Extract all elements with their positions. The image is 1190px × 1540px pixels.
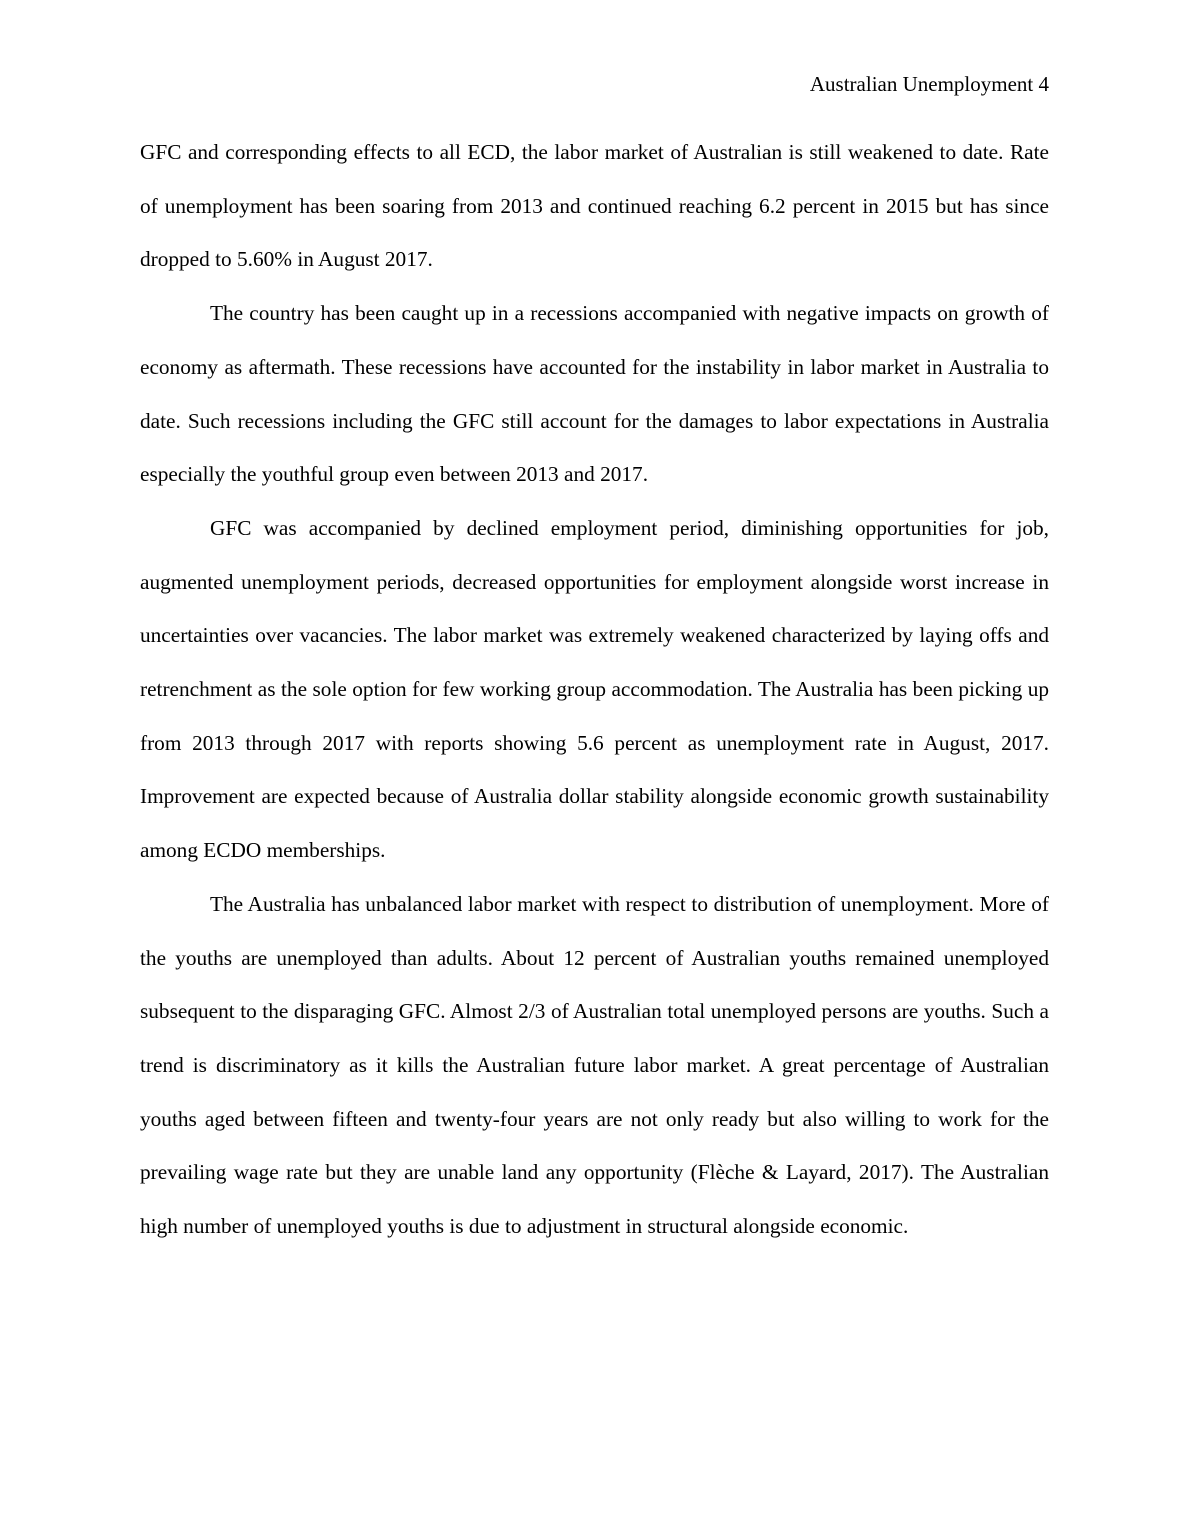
running-head: Australian Unemployment 4 bbox=[809, 72, 1049, 96]
body-text bbox=[140, 126, 1049, 1254]
paragraph-2: The country has been caught up in a recessions accompanied with negative impacts on growth of economy as aftermath. These recessions have accounted for the instability in labor market in Australia to date. Such recessions including the GFC still account for the damages to labor expectations in Australia especially the youthful group even between 2013 and 2017. bbox=[140, 301, 1049, 487]
paragraph-1: GFC and corresponding effects to all ECD, the labor market of Australian is still weakened to date. Rate of unemployment has been soaring from 2013 and continued reaching 6.2 percent in 2015 but has since dropped to 5.60% in August 2017. bbox=[140, 140, 1049, 272]
paragraph-4: The Australia has unbalanced labor market with respect to distribution of unemployment. More of the youths are unemployed than adults. About 12 percent of Australian youths remained unemployed subsequent to the disparaging GFC. Almost 2/3 of Australian total unemployed persons are youths. Such a trend is discriminatory as it kills the Australian future labor market. A great percentage of Australian youths aged between fifteen and twenty-four years are not only ready but also willing to work for the prevailing wage rate but they are unable land any opportunity (Flèche & Layard, 2017). The Australian high number of unemployed youths is due to adjustment in structural alongside economic. bbox=[140, 891, 1049, 1239]
paragraph-3: GFC was accompanied by declined employment period, diminishing opportunities for job, augmented unemployment periods, decreased opportunities for employment alongside worst increase in uncertainties over vacancies. The labor market was extremely weakened characterized by laying offs and retrenchment as the sole option for few working group accommodation. The Australia has been picking up from 2013 through 2017 with reports showing 5.6 percent as unemployment rate in August, 2017. Improvement are expected because of Australia dollar stability alongside economic growth sustainability among ECDO memberships. bbox=[140, 515, 1049, 863]
